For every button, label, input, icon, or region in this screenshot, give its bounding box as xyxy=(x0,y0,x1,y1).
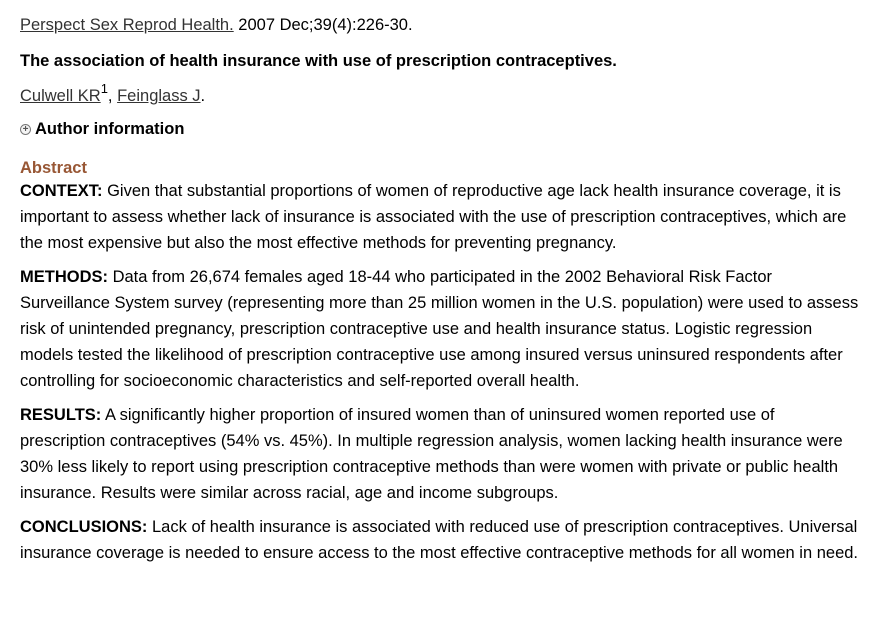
journal-link[interactable]: Perspect Sex Reprod Health. xyxy=(20,16,234,34)
section-label: CONTEXT: xyxy=(20,182,103,200)
author-affiliation-sup: 1 xyxy=(100,80,108,96)
section-text: Lack of health insurance is associated with reduced use of prescription contraceptives. Universal insurance coverage is needed to ensure access to the most effective contraceptive methods for all women in need. xyxy=(20,518,859,562)
author-information-toggle[interactable] xyxy=(20,118,862,140)
section-label: CONCLUSIONS: xyxy=(20,518,148,536)
section-label: RESULTS: xyxy=(20,406,102,424)
section-text: Data from 26,674 females aged 18-44 who participated in the 2002 Behavioral Risk Factor Surveillance System survey (representing more than 25 million women in the U.S. population) were used to assess risk of unintended pregnancy, prescription contraceptive use and health insurance status. Logistic regression models tested the likelihood of prescription contraceptive use among insured versus uninsured respondents after controlling for socioeconomic characteristics and self-reported overall health. xyxy=(20,268,859,390)
author-link-culwell[interactable]: Culwell KR xyxy=(20,87,101,105)
plus-circle-icon: + xyxy=(20,124,31,135)
abstract-section-methods xyxy=(20,264,862,394)
section-text: A significantly higher proportion of insured women than of uninsured women reported use of prescription contraceptives (54% vs. 45%). In multiple regression analysis, women lacking health insurance were 30% less likely to report using prescription contraceptive methods than were women with private or public health insurance. Results were similar across racial, age and income subgroups. xyxy=(20,406,843,502)
author-terminator: . xyxy=(200,87,206,105)
abstract-section-results xyxy=(20,402,862,506)
section-text: Given that substantial proportions of women of reproductive age lack health insurance coverage, it is important to assess whether lack of insurance is associated with the use of prescription contraceptives, which are the most expensive but also the most effective methods for preventing pregnancy. xyxy=(20,182,847,252)
author-separator: , xyxy=(107,87,118,105)
abstract-heading: Abstract xyxy=(20,159,87,177)
author-information-label: Author information xyxy=(35,120,185,138)
abstract-section-conclusions xyxy=(20,514,862,566)
author-link-feinglass[interactable]: Feinglass J xyxy=(117,87,201,105)
citation-details: 2007 Dec;39(4):226-30. xyxy=(233,16,413,34)
citation xyxy=(20,14,862,36)
abstract-section-context xyxy=(20,178,862,256)
section-label: METHODS: xyxy=(20,268,108,286)
article-title: The association of health insurance with use of prescription contraceptives. xyxy=(20,52,617,70)
abstract-body xyxy=(20,178,862,566)
author-list xyxy=(20,80,862,107)
